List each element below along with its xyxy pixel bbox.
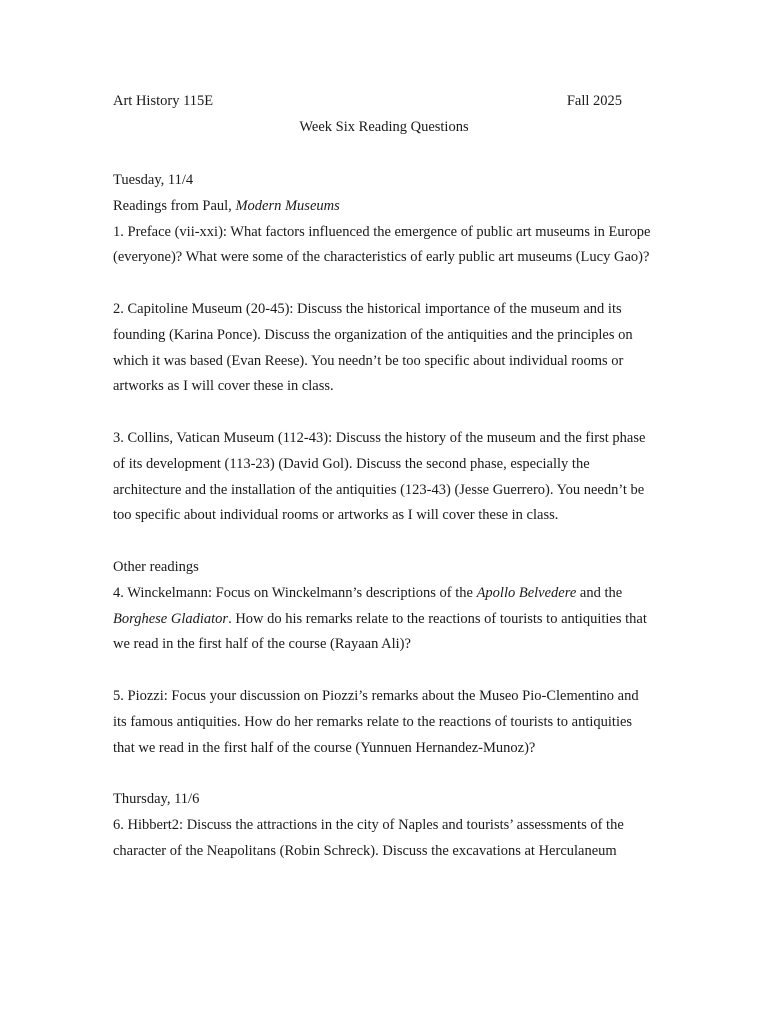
question-2: 2. Capitoline Museum (20-45): Discuss the historical importance of the museum and its founding (Karina Ponce). Discuss the organization of the antiquities and the principles on which it was based (Evan Reese). You needn’t be too specific about individual rooms or artworks as I will cover these in class. <box>113 300 633 395</box>
question-1: 1. Preface (vii-xxi): What factors influenced the emergence of public art museums in Europe (everyone)? What were some of the characteristics of early public art museums (Lucy Gao)? <box>113 223 651 266</box>
document-body <box>113 168 653 865</box>
tuesday-readings <box>113 194 653 220</box>
readings-prefix: Readings from Paul, <box>113 197 236 214</box>
course-name: Art History 115E <box>113 93 214 109</box>
q4-text-c: . How do his remarks relate to the reactions of tourists to antiquities that we read in the first half of the course (Rayaan Ali)? <box>113 610 647 653</box>
thursday-date: Thursday, 11/6 <box>113 791 200 808</box>
other-readings-heading: Other readings <box>113 558 199 575</box>
tuesday-date: Tuesday, 11/4 <box>113 172 194 188</box>
page-title: Week Six Reading Questions <box>299 119 469 135</box>
q4-text-a: 4. Winckelmann: Focus on Winckelmann’s descriptions of the <box>113 584 477 601</box>
book-title: Modern Museums <box>235 197 340 214</box>
question-4 <box>113 581 653 658</box>
q4-text-b: and the <box>576 584 623 601</box>
question-3: 3. Collins, Vatican Museum (112-43): Discuss the history of the museum and the first phase of its development (113-23) (David Gol). Discuss the second phase, especially the architecture and the installation of the antiquities (123-43) (Jesse Guerrero). You needn’t be too specific about individual rooms or artworks as I will cover these in class. <box>113 429 646 524</box>
header-row <box>113 91 622 111</box>
term: Fall 2025 <box>566 93 622 109</box>
question-5: 5. Piozzi: Focus your discussion on Piozzi’s remarks about the Museo Pio-Clementino and its famous antiquities. How do her remarks relate to the reactions of tourists to antiquities that we read in the first half of the course (Yunnuen Hernandez-Munoz)? <box>113 687 639 756</box>
q4-artwork-2: Borghese Gladiator <box>113 610 229 627</box>
question-6: 6. Hibbert2: Discuss the attractions in the city of Naples and tourists’ assessments of the character of the Neapolitans (Robin Schreck). Discuss the excavations at Herculaneum <box>113 816 624 859</box>
q4-artwork-1: Apollo Belvedere <box>476 584 577 601</box>
